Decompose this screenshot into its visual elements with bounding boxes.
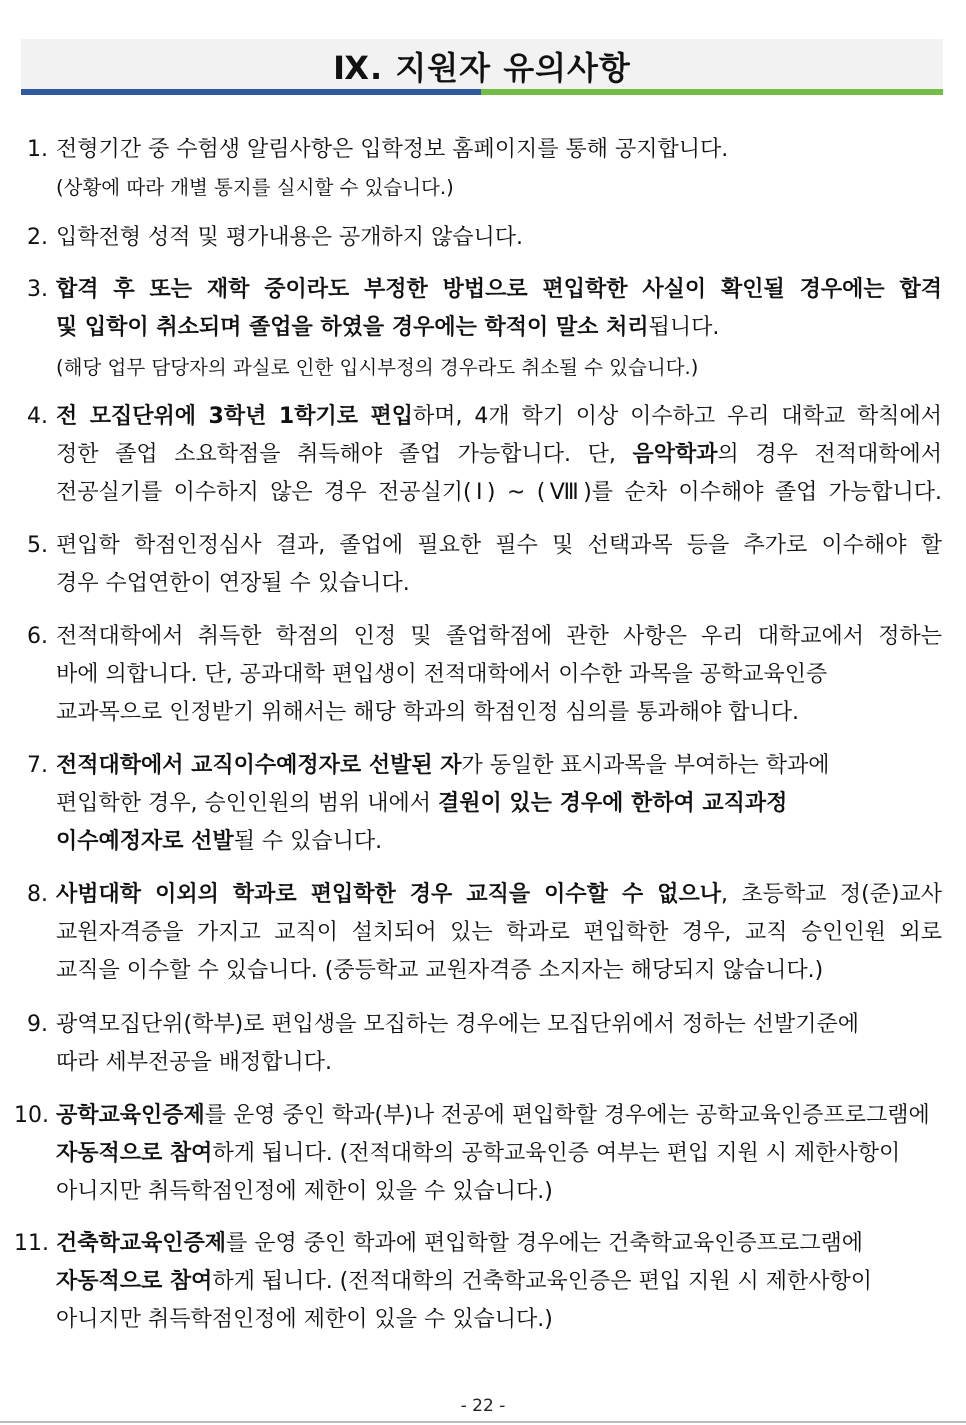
body-text: 따라 세부전공을 배정합니다. [56, 1050, 333, 1075]
body-text: 하며, 4개 학기 이상 이수하고 우리 대학교 학칙에서 [412, 404, 943, 429]
item-line [56, 169, 454, 207]
item-number: 8. [27, 882, 48, 907]
item-line [56, 527, 942, 565]
emphasis-text: 음악학과 [632, 442, 718, 467]
body-text: , 초등학교 정(준)교사 [721, 882, 942, 907]
page-bottom-divider [0, 1421, 966, 1423]
body-text: 아니지만 취득학점인정에 제한이 있을 수 있습니다.) [56, 1307, 553, 1332]
item-line [56, 1097, 930, 1135]
emphasis-text: 건축학교육인증제 [56, 1231, 227, 1256]
body-text: 됩니다. [648, 315, 720, 340]
item-number: 6. [27, 624, 48, 649]
item-line [56, 1006, 859, 1044]
body-text: 바에 의합니다. 단, 공과대학 편입생이 전적대학에서 이수한 과목을 공학교육인증 [56, 662, 828, 687]
body-text: 를 운영 중인 학과(부)나 전공에 편입학할 경우에는 공학교육인증프로그램에 [204, 1103, 930, 1128]
item-line [56, 785, 787, 823]
body-text: 하게 됩니다. (전적대학의 건축학교육인증은 편입 지원 시 제한사항이 [212, 1269, 873, 1294]
item-number: 10. [14, 1103, 49, 1128]
section-header [21, 39, 943, 89]
section-title: Ⅸ. 지원자 유의사항 [333, 49, 631, 87]
item-number: 4. [27, 404, 48, 429]
item-line [56, 309, 719, 347]
body-text: 경우 수업연한이 연장될 수 있습니다. [56, 571, 410, 596]
body-text: (상황에 따라 개별 통지를 실시할 수 있습니다.) [56, 176, 454, 199]
item-number: 1. [27, 137, 48, 162]
header-rule-blue [21, 89, 481, 95]
item-line [56, 618, 942, 656]
item-number: 11. [14, 1231, 49, 1256]
item-line [56, 1225, 863, 1263]
item-line [56, 1044, 332, 1082]
emphasis-text: 결원이 있는 경우에 한하여 교직과정 [438, 791, 788, 816]
item-line [56, 131, 728, 169]
item-line [56, 219, 523, 257]
item-line [56, 565, 410, 603]
body-text: 의 경우 전적대학에서 [717, 442, 942, 467]
item-number: 9. [27, 1012, 48, 1037]
body-text: 교과목으로 인정받기 위해서는 해당 학과의 학점인정 심의를 통과해야 합니다. [56, 700, 800, 725]
body-text: 교원자격증을 가지고 교직이 설치되어 있는 학과로 편입학한 경우, 교직 승인인원 외로 [56, 920, 942, 945]
item-number: 3. [27, 277, 48, 302]
item-line [56, 1301, 553, 1339]
body-text: 전공실기를 이수하지 않은 경우 전공실기(Ⅰ) ~ (Ⅷ)를 순차 이수해야 졸업 가능합니다. [56, 480, 942, 505]
body-text: 전적대학에서 취득한 학점의 인정 및 졸업학점에 관한 사항은 우리 대학교에서 정하는 [56, 624, 942, 649]
body-text: 광역모집단위(학부)로 편입생을 모집하는 경우에는 모집단위에서 정하는 선발기준에 [56, 1012, 859, 1037]
body-text: 될 수 있습니다. [233, 829, 383, 854]
item-line [56, 694, 799, 732]
item-line [56, 436, 942, 474]
emphasis-text: 자동적으로 참여 [56, 1141, 213, 1166]
item-line [56, 656, 827, 694]
item-line [56, 271, 942, 309]
item-line [56, 398, 942, 436]
body-text: 전형기간 중 수험생 알림사항은 입학정보 홈페이지를 통해 공지합니다. [56, 137, 729, 162]
item-number: 2. [27, 225, 48, 250]
body-text: 를 운영 중인 학과에 편입학할 경우에는 건축학교육인증프로그램에 [226, 1231, 864, 1256]
item-line [56, 1173, 553, 1211]
body-text: 교직을 이수할 수 있습니다. (중등학교 교원자격증 소지자는 해당되지 않습니다.) [56, 958, 824, 983]
item-line [56, 823, 382, 861]
emphasis-text: 및 입학이 취소되며 졸업을 하였을 경우에는 학적이 말소 처리 [56, 315, 649, 340]
emphasis-text: 전적대학에서 교직이수예정자로 선발된 자 [56, 753, 462, 778]
body-text: 하게 됩니다. (전적대학의 공학교육인증 여부는 편입 지원 시 제한사항이 [212, 1141, 901, 1166]
emphasis-text: 공학교육인증제 [56, 1103, 205, 1128]
body-text: 가 동일한 표시과목을 부여하는 학과에 [461, 753, 830, 778]
item-line [56, 1135, 900, 1173]
item-line [56, 914, 942, 952]
body-text: 입학전형 성적 및 평가내용은 공개하지 않습니다. [56, 225, 524, 250]
item-line [56, 876, 942, 914]
header-rule-green [481, 89, 943, 95]
page-number: - 22 - [460, 1396, 506, 1416]
emphasis-text: 이수예정자로 선발 [56, 829, 234, 854]
item-line [56, 747, 830, 785]
body-text: (해당 업무 담당자의 과실로 인한 입시부정의 경우라도 취소될 수 있습니다.) [56, 356, 699, 379]
emphasis-text: 자동적으로 참여 [56, 1269, 213, 1294]
emphasis-text: 사범대학 이외의 학과로 편입학한 경우 교직을 이수할 수 없으나 [56, 882, 722, 907]
emphasis-text: 합격 후 또는 재학 중이라도 부정한 방법으로 편입학한 사실이 확인될 경우에는 합격 [56, 277, 942, 302]
item-number: 7. [27, 753, 48, 778]
body-text: 편입학 학점인정심사 결과, 졸업에 필요한 필수 및 선택과목 등을 추가로 이수해야 할 [56, 533, 942, 558]
body-text: 편입학한 경우, 승인인원의 범위 내에서 [56, 791, 438, 816]
item-number: 5. [27, 533, 48, 558]
body-text: 아니지만 취득학점인정에 제한이 있을 수 있습니다.) [56, 1179, 553, 1204]
item-line [56, 474, 942, 512]
body-text: 정한 졸업 소요학점을 취득해야 졸업 가능합니다. 단, [56, 442, 633, 467]
emphasis-text: 전 모집단위에 3학년 1학기로 편입 [56, 404, 413, 429]
item-line [56, 952, 823, 990]
item-line [56, 1263, 872, 1301]
item-line [56, 349, 698, 387]
